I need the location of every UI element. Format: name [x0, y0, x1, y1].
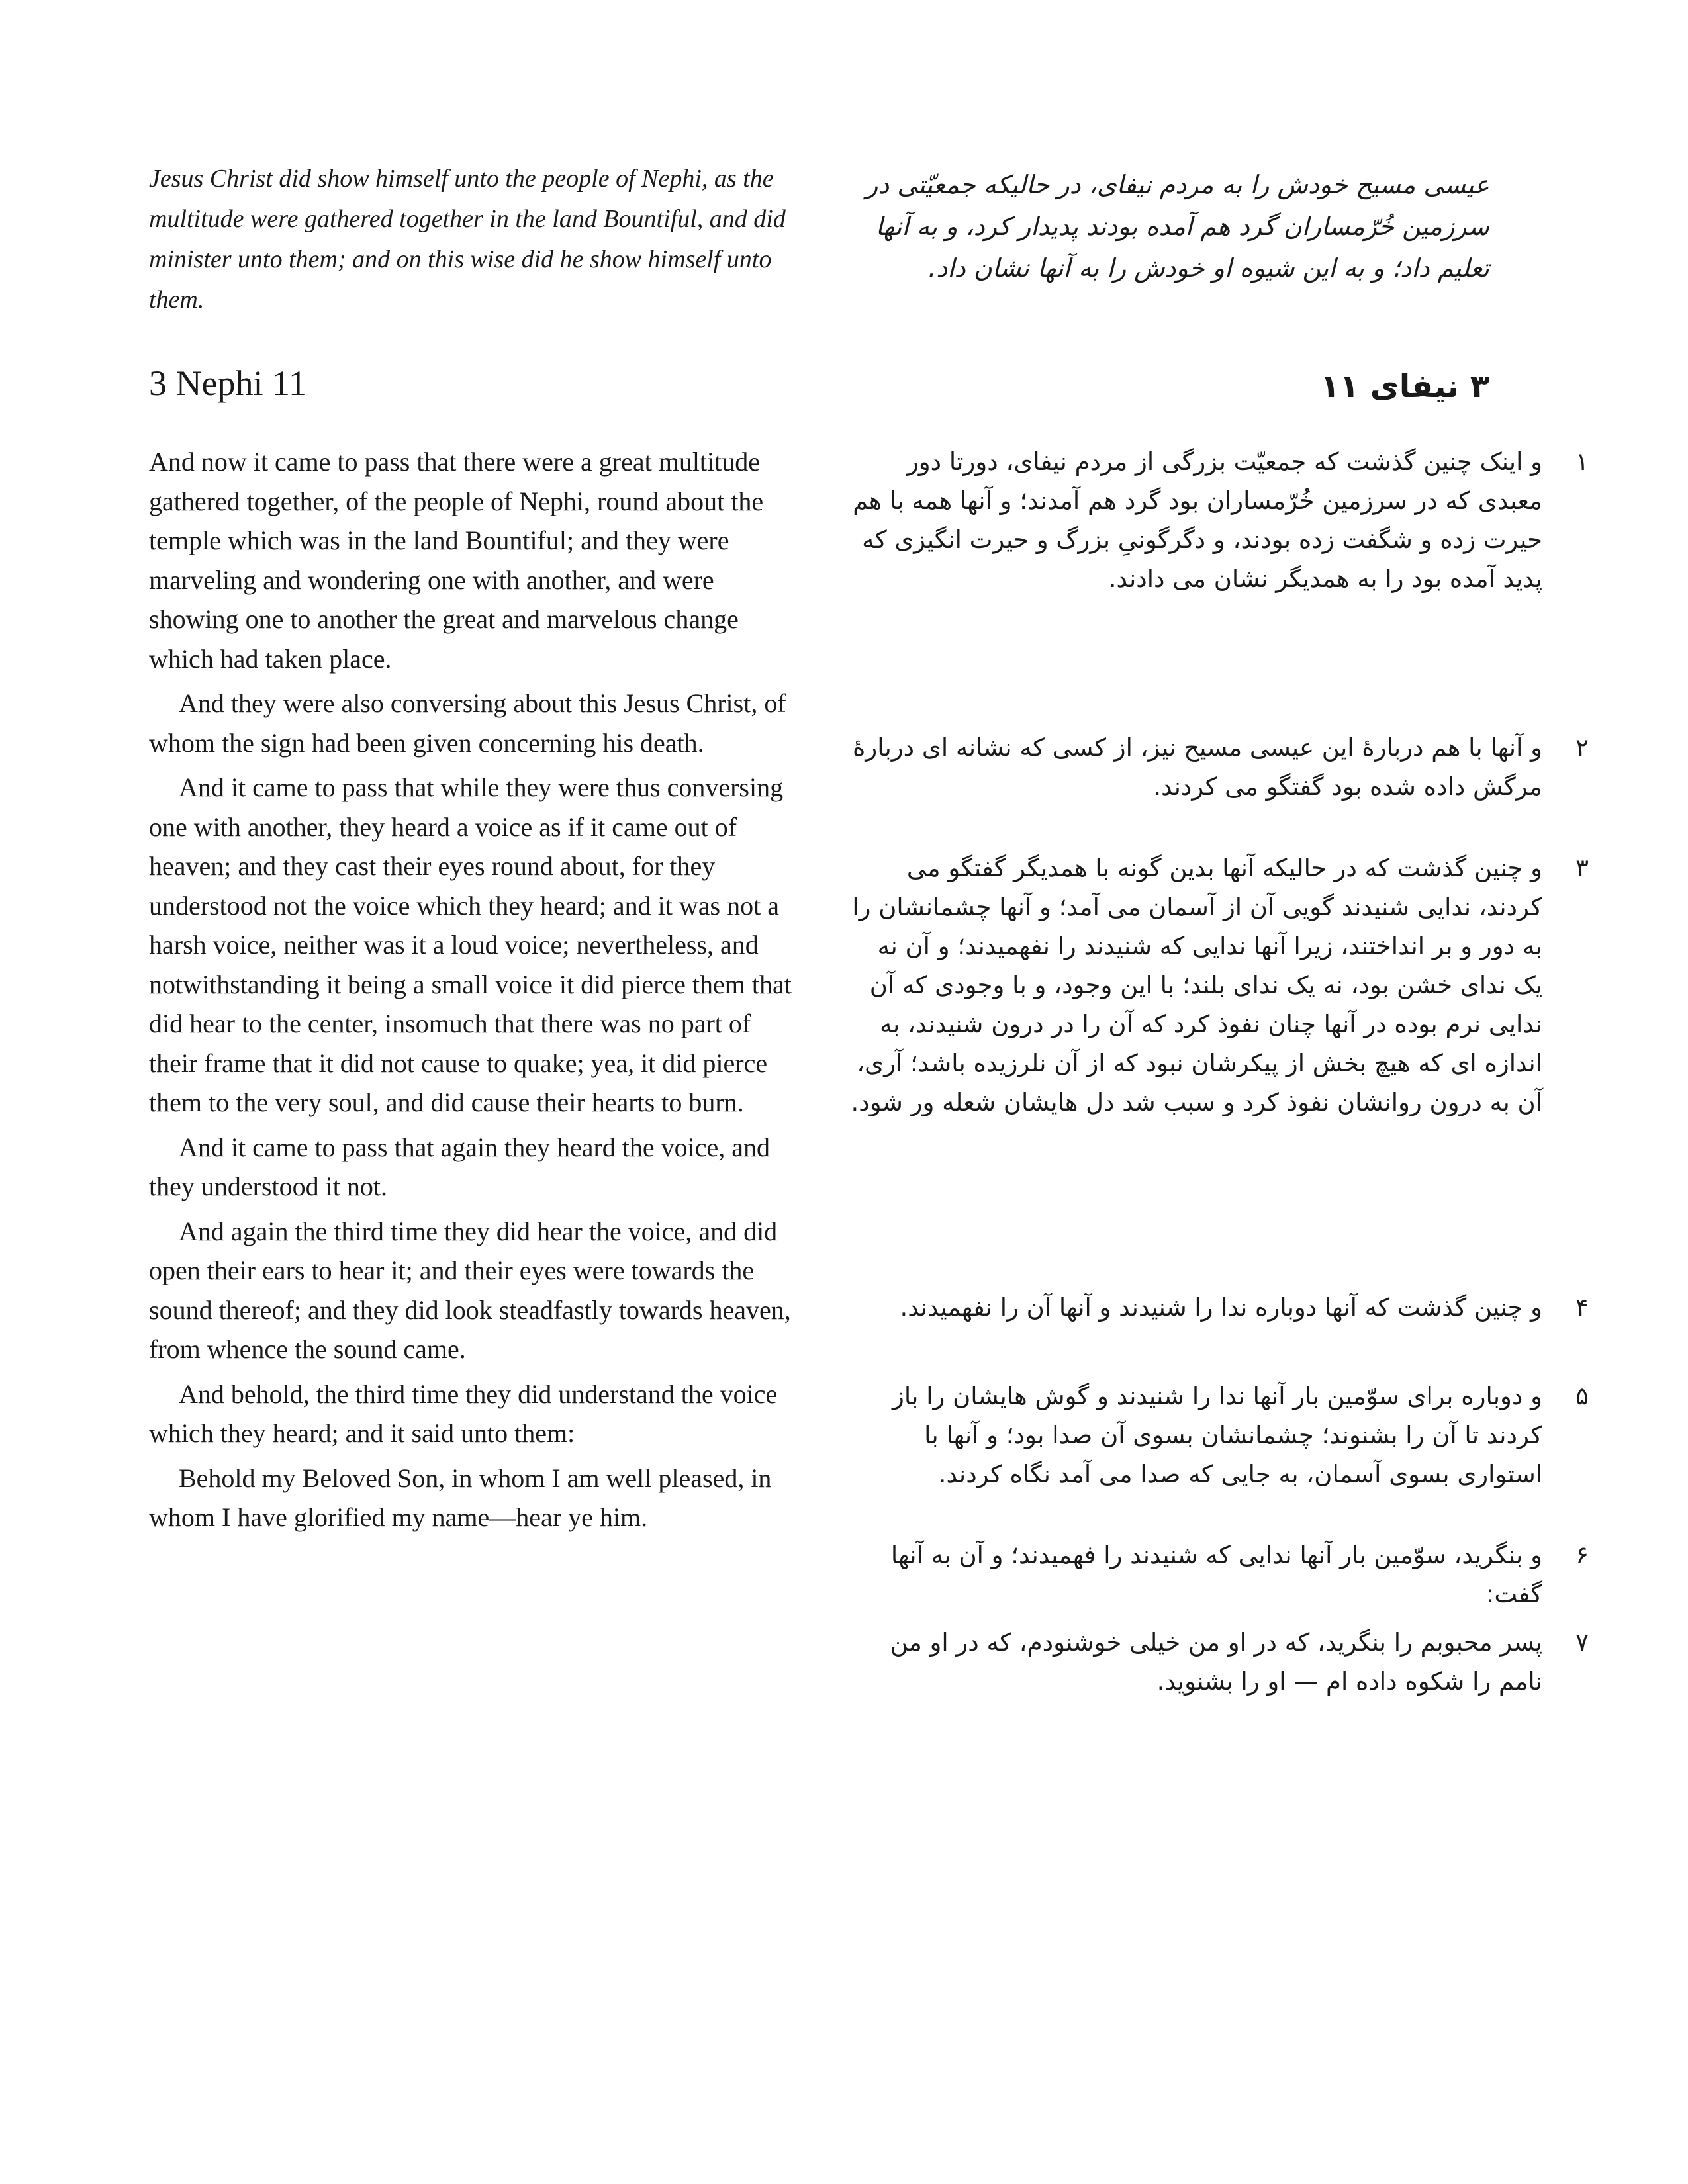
- verse-number: ۱: [1575, 447, 1589, 476]
- english-verse-4: And it came to pass that again they heard the voice, and they understood it not.: [149, 1132, 771, 1201]
- verse-number: ۲: [1575, 733, 1589, 762]
- intro-persian: عیسی مسیح خودش را به مردم نیفای، در حالیکه جمعیّتی در سرزمین خُرّمساران گرد هم آمده بودند پدیدار کرد، و به آنها تعلیم داد؛ و به این شیوه او خودش را به آنها نشان داد.: [865, 170, 1489, 283]
- persian-verse-text: و بنگرید، سوّمین بار آنها ندایی که شنیدند را فهمیدند؛ و آن به آنها گفت:: [890, 1541, 1542, 1608]
- english-verse-6: And behold, the third time they did understand the voice which they heard; and it said unto them:: [149, 1379, 778, 1448]
- persian-verse-1: [847, 442, 1589, 598]
- persian-verse-text: و اینک چنین گذشت که جمعیّت بزرگی از مردم نیفای، دورتا دور معبدی که در سرزمین خُرّمساران بود گرد هم آمدند؛ و آنها همه با هم حیرت زده و شگفت زده بودند، و دگرگونیِ بزرگ و حیرت انگیزی که پدید آمده بود را به همدیگر نشان می دادند.: [853, 447, 1542, 593]
- english-verse-7: Behold my Beloved Son, in whom I am well pleased, in whom I have glorified my name—hear ye him.: [149, 1463, 772, 1532]
- persian-verse-7: [847, 1623, 1589, 1701]
- persian-verse-text: پسر محبوبم را بنگرید، که در او من خیلی خوشنودم، که در او من نامم را شکوه داده ام — او را بشنوید.: [890, 1628, 1542, 1696]
- english-verse-5: And again the third time they did hear the voice, and did open their ears to hear it; and their eyes were towards the sound thereof; and they did look steadfastly towards heaven, from whence the sound came.: [149, 1216, 791, 1364]
- intro-english: Jesus Christ did show himself unto the people of Nephi, as the multitude were gathered together in the land Bountiful, and did minister unto them; and on this wise did he show himself unto them.: [149, 165, 786, 314]
- persian-verse-text: و چنین گذشت که در حالیکه آنها بدین گونه با همدیگر گفتگو می کردند، ندایی شنیدند گویی آن از آسمان می آمد؛ و آنها چشمانشان را به دور و بر انداختند، زیرا آنها ندایی که شنیدند را نفهمیدند؛ و آن نه یک ندای خشن بود، نه یک ندای بلند؛ با این وجود، و با وجودی که آن ندایی نرم بوده در آنها چنان نفوذ کرد که آن را در درون شنیدند، به اندازه ای که هیچ بخش از پیکرشان نبود که از آن نلرزیده باشد؛ آری، آن به درون روانشان نفوذ کرد و سبب شد دل هایشان شعله ور شود.: [851, 854, 1542, 1116]
- persian-verse-4: [847, 1288, 1589, 1327]
- verse-number: ۷: [1575, 1628, 1589, 1657]
- english-text-column: [149, 442, 801, 1543]
- verse-number: ۴: [1575, 1293, 1589, 1322]
- persian-verse-2: [847, 728, 1589, 806]
- persian-verse-5: [847, 1377, 1589, 1494]
- chapter-title-english: 3 Nephi 11: [149, 363, 306, 403]
- persian-verse-6: [847, 1535, 1589, 1614]
- persian-verse-text: و چنین گذشت که آنها دوباره ندا را شنیدند و آنها آن را نفهمیدند.: [900, 1293, 1542, 1322]
- english-verse-1: And now it came to pass that there were a great multitude gathered together, of the people of Nephi, round about the temple which was in the land Bountiful; and they were marveling and wondering one with another, and were showing one to another the great and marvelous change which had taken place.: [149, 447, 764, 674]
- verse-number: ۶: [1575, 1541, 1589, 1569]
- verse-number: ۵: [1575, 1382, 1589, 1410]
- persian-verse-text: و دوباره برای سوّمین بار آنها ندا را شنیدند و گوش هایشان را باز کردند تا آن را بشنوند؛ چشمانشان بسوی آن صدا بود؛ و آنها با استواری بسوی آسمان، به جایی که صدا می آمد نگاه کردند.: [892, 1382, 1542, 1488]
- chapter-title-persian: ۳ نیفای ۱۱: [1320, 368, 1489, 405]
- verse-number: ۳: [1575, 854, 1589, 882]
- english-verse-3: And it came to pass that while they were thus conversing one with another, they heard a voice as if it came out of heaven; and they cast their eyes round about, for they understood not the voice which they heard; and it was not a harsh voice, neither was it a loud voice; nevertheless, and notwithstanding it being a small voice it did pierce them that did hear to the center, insomuch that there was no part of their frame that it did not cause to quake; yea, it did pierce them to the very soul, and did cause their hearts to burn.: [149, 772, 792, 1117]
- english-verse-2: And they were also conversing about this Jesus Christ, of whom the sign had been given concerning his death.: [149, 688, 786, 758]
- persian-verse-text: و آنها با هم دربارۀ این عیسی مسیح نیز، از کسی که نشانه ای دربارۀ مرگش داده شده بود گفتگو می کردند.: [852, 733, 1542, 801]
- persian-verse-3: [847, 848, 1589, 1122]
